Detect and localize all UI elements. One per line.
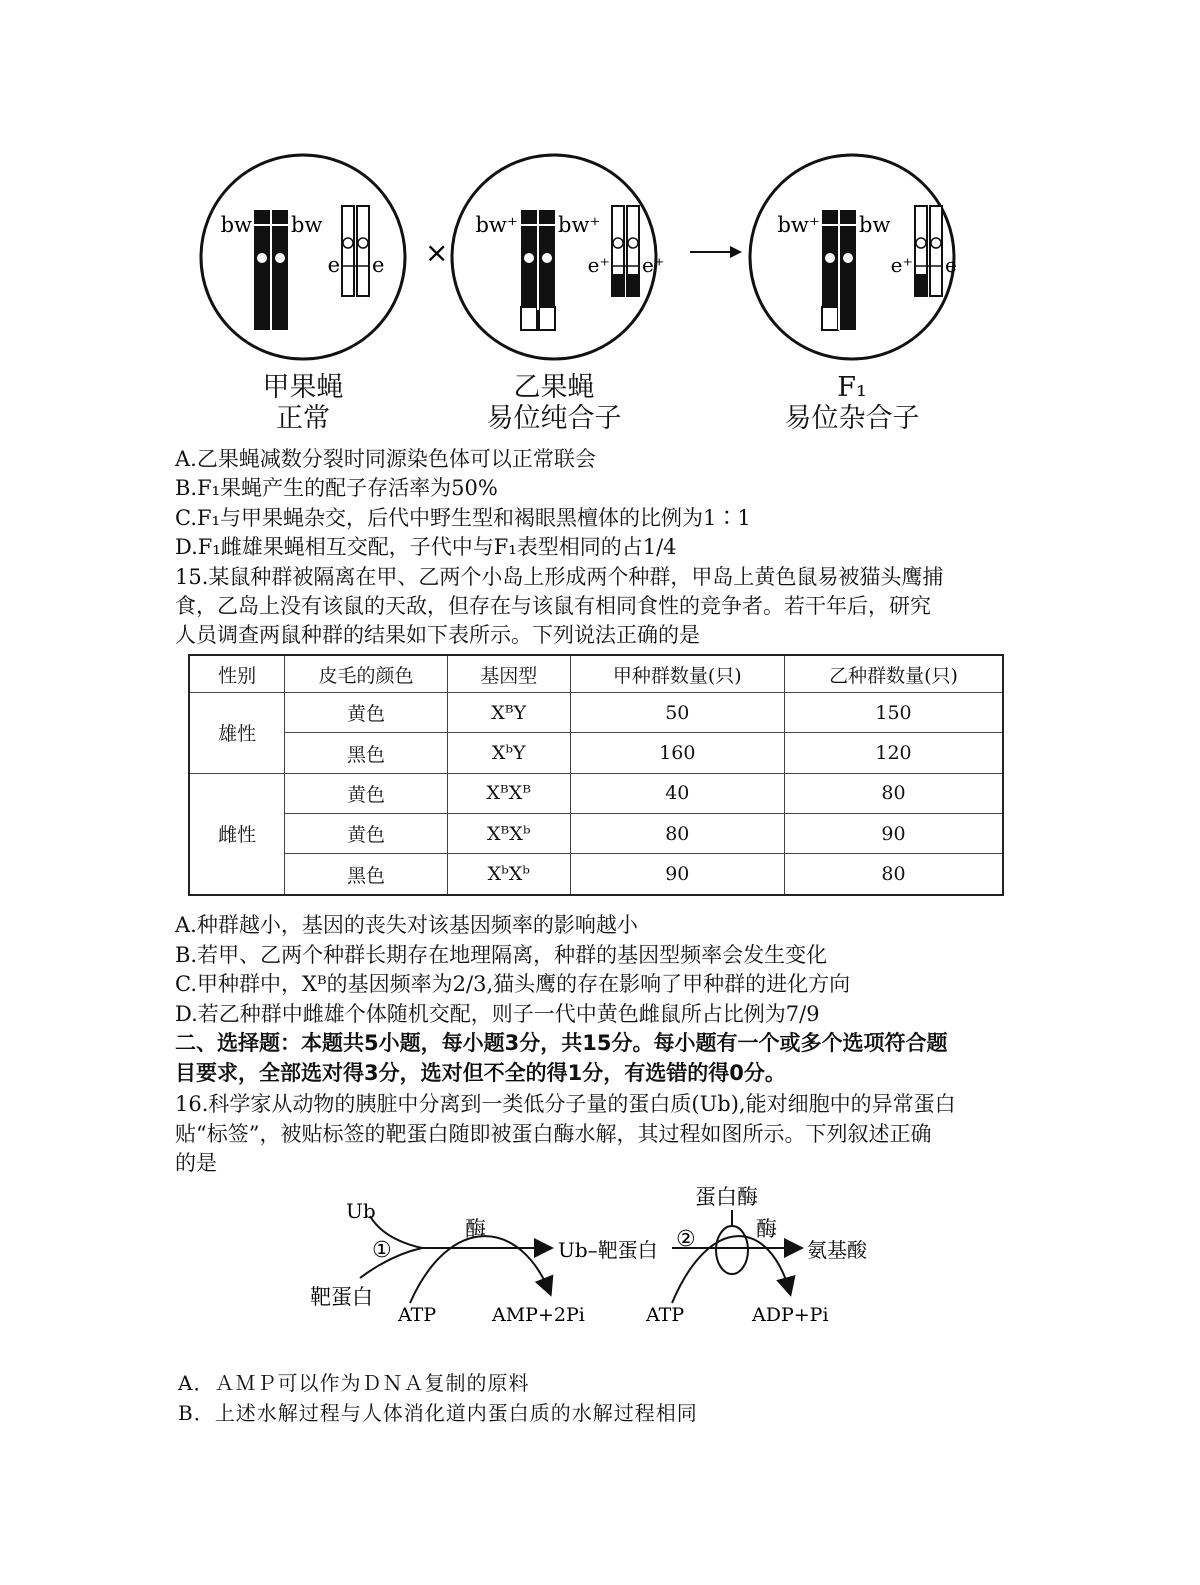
table-header: 基因型 [447, 655, 570, 693]
gene-label: e⁺ [642, 253, 665, 277]
atp-1-label: ATP [398, 1304, 437, 1326]
step-2-label: ② [676, 1227, 696, 1252]
q16-stem-line2: 贴“标签”，被贴标签的靶蛋白随即被蛋白酶水解，其过程如图所示。下列叙述正确 [175, 1122, 932, 1146]
table-header-row [189, 655, 1003, 693]
caption-jia: 甲果蝇 正常 [262, 372, 344, 434]
adp-output-label: ADP+Pi [752, 1304, 829, 1326]
protease-label: 蛋白酶 [695, 1185, 758, 1209]
gene-label: bw⁺ [777, 213, 820, 237]
cross-symbol: × [425, 236, 449, 269]
enzyme-1-label: 酶 [465, 1217, 486, 1241]
table-header: 甲种群数量(只) [570, 655, 784, 693]
gene-label: e⁺ [587, 253, 610, 277]
gene-label: e [945, 253, 957, 277]
q16-option-b: B．上述水解过程与人体消化道内蛋白质的水解过程相同 [178, 1401, 698, 1425]
ub-label: Ub [346, 1199, 376, 1223]
table-cell: 80 [785, 773, 1003, 813]
table-row [189, 693, 1003, 733]
enzyme-2-label: 酶 [756, 1217, 777, 1241]
circle-yi [452, 155, 664, 359]
q15-option-d: D.若乙种群中雌雄个体随机交配，则子一代中黄色雌鼠所占比例为7/9 [175, 1002, 820, 1026]
chromosome-figure [190, 150, 970, 370]
table-cell: 120 [785, 733, 1003, 773]
q14-option-a: A.乙果蝇减数分裂时同源染色体可以正常联会 [175, 447, 596, 471]
table-row [189, 814, 1003, 854]
gene-label: bw⁺ [558, 213, 601, 237]
table-cell: 150 [785, 693, 1003, 733]
circle-jia [201, 155, 405, 359]
caption-yi: 乙果蝇 易位纯合子 [486, 372, 622, 434]
q16-stem-line3: 的是 [175, 1151, 217, 1175]
table-header: 性别 [189, 655, 285, 693]
table-cell: XᵇXᵇ [447, 854, 570, 895]
table-cell: 90 [785, 814, 1003, 854]
population-table [188, 654, 1004, 896]
table-cell: 50 [570, 693, 784, 733]
circle-f1 [750, 155, 957, 359]
q15-stem-line2: 食，乙岛上没有该鼠的天敌，但存在与该鼠有相同食性的竞争者。若干年后，研究 [175, 594, 931, 618]
table-cell: 黑色 [285, 854, 448, 895]
gene-label: bw⁺ [475, 213, 518, 237]
gene-label: bw [859, 213, 891, 237]
table-cell: 90 [570, 854, 784, 895]
sex-label: 雄性 [189, 693, 285, 774]
q15-option-b: B.若甲、乙两个种群长期存在地理隔离，种群的基因型频率会发生变化 [175, 943, 828, 967]
section2-heading-line1: 二、选择题：本题共5小题，每小题3分，共15分。每小题有一个或多个选项符合题 [175, 1031, 948, 1055]
amino-acid-label: 氨基酸 [807, 1238, 867, 1262]
table-cell: 40 [570, 773, 784, 813]
arrow-icon [690, 246, 742, 258]
q14-option-b: B.F₁果蝇产生的配子存活率为50% [175, 476, 498, 500]
table-cell: XᵇY [447, 733, 570, 773]
table-cell: 黑色 [285, 733, 448, 773]
q15-option-a: A.种群越小，基因的丧失对该基因频率的影响越小 [175, 913, 638, 937]
table-cell: 黄色 [285, 693, 448, 733]
q14-option-d: D.F₁雌雄果蝇相互交配，子代中与F₁表型相同的占1/4 [175, 535, 677, 559]
section2-heading-line2: 目要求，全部选对得3分，选对但不全的得1分，有选错的得0分。 [175, 1061, 786, 1085]
table-header: 皮毛的颜色 [285, 655, 448, 693]
table-cell: 80 [785, 854, 1003, 895]
caption-f1: F₁ 易位杂合子 [784, 372, 920, 434]
q15-stem-line1: 15.某鼠种群被隔离在甲、乙两个小岛上形成两个种群，甲岛上黄色鼠易被猫头鹰捕 [175, 565, 944, 589]
q15-stem-line3: 人员调查两鼠种群的结果如下表所示。下列说法正确的是 [175, 623, 700, 647]
q14-option-c: C.F₁与甲果蝇杂交，后代中野生型和褐眼黑檀体的比例为1∶1 [175, 506, 751, 530]
ub-target-product-label: Ub–靶蛋白 [558, 1238, 658, 1262]
gene-label: e⁺ [890, 253, 913, 277]
table-row [189, 854, 1003, 895]
gene-label: e [372, 253, 385, 277]
sex-label: 雌性 [189, 773, 285, 895]
table-cell: 80 [570, 814, 784, 854]
gene-label: bw [291, 213, 323, 237]
table-row [189, 733, 1003, 773]
step-1-label: ① [372, 1238, 392, 1263]
table-cell: 黄色 [285, 773, 448, 813]
table-row [189, 773, 1003, 813]
table-header: 乙种群数量(只) [785, 655, 1003, 693]
table-cell: XᴮY [447, 693, 570, 733]
target-protein-label: 靶蛋白 [310, 1285, 373, 1309]
gene-label: e [327, 253, 340, 277]
table-cell: XᴮXᴮ [447, 773, 570, 813]
table-cell: XᴮXᵇ [447, 814, 570, 854]
amp-output-label: AMP+2Pi [492, 1304, 585, 1326]
q16-stem-line1: 16.科学家从动物的胰脏中分离到一类低分子量的蛋白质(Ub),能对细胞中的异常蛋白 [175, 1092, 956, 1116]
table-cell: 黄色 [285, 814, 448, 854]
table-cell: 160 [570, 733, 784, 773]
q16-option-a: A．ＡＭＰ可以作为ＤＮＡ复制的原料 [178, 1371, 530, 1395]
protease-icon [716, 1226, 748, 1274]
q15-option-c: C.甲种群中，Xᴮ的基因频率为2/3,猫头鹰的存在影响了甲种群的进化方向 [175, 972, 851, 996]
gene-label: bw [220, 213, 252, 237]
ub-pathway-diagram [300, 1178, 900, 1328]
atp-2-label: ATP [646, 1304, 685, 1326]
